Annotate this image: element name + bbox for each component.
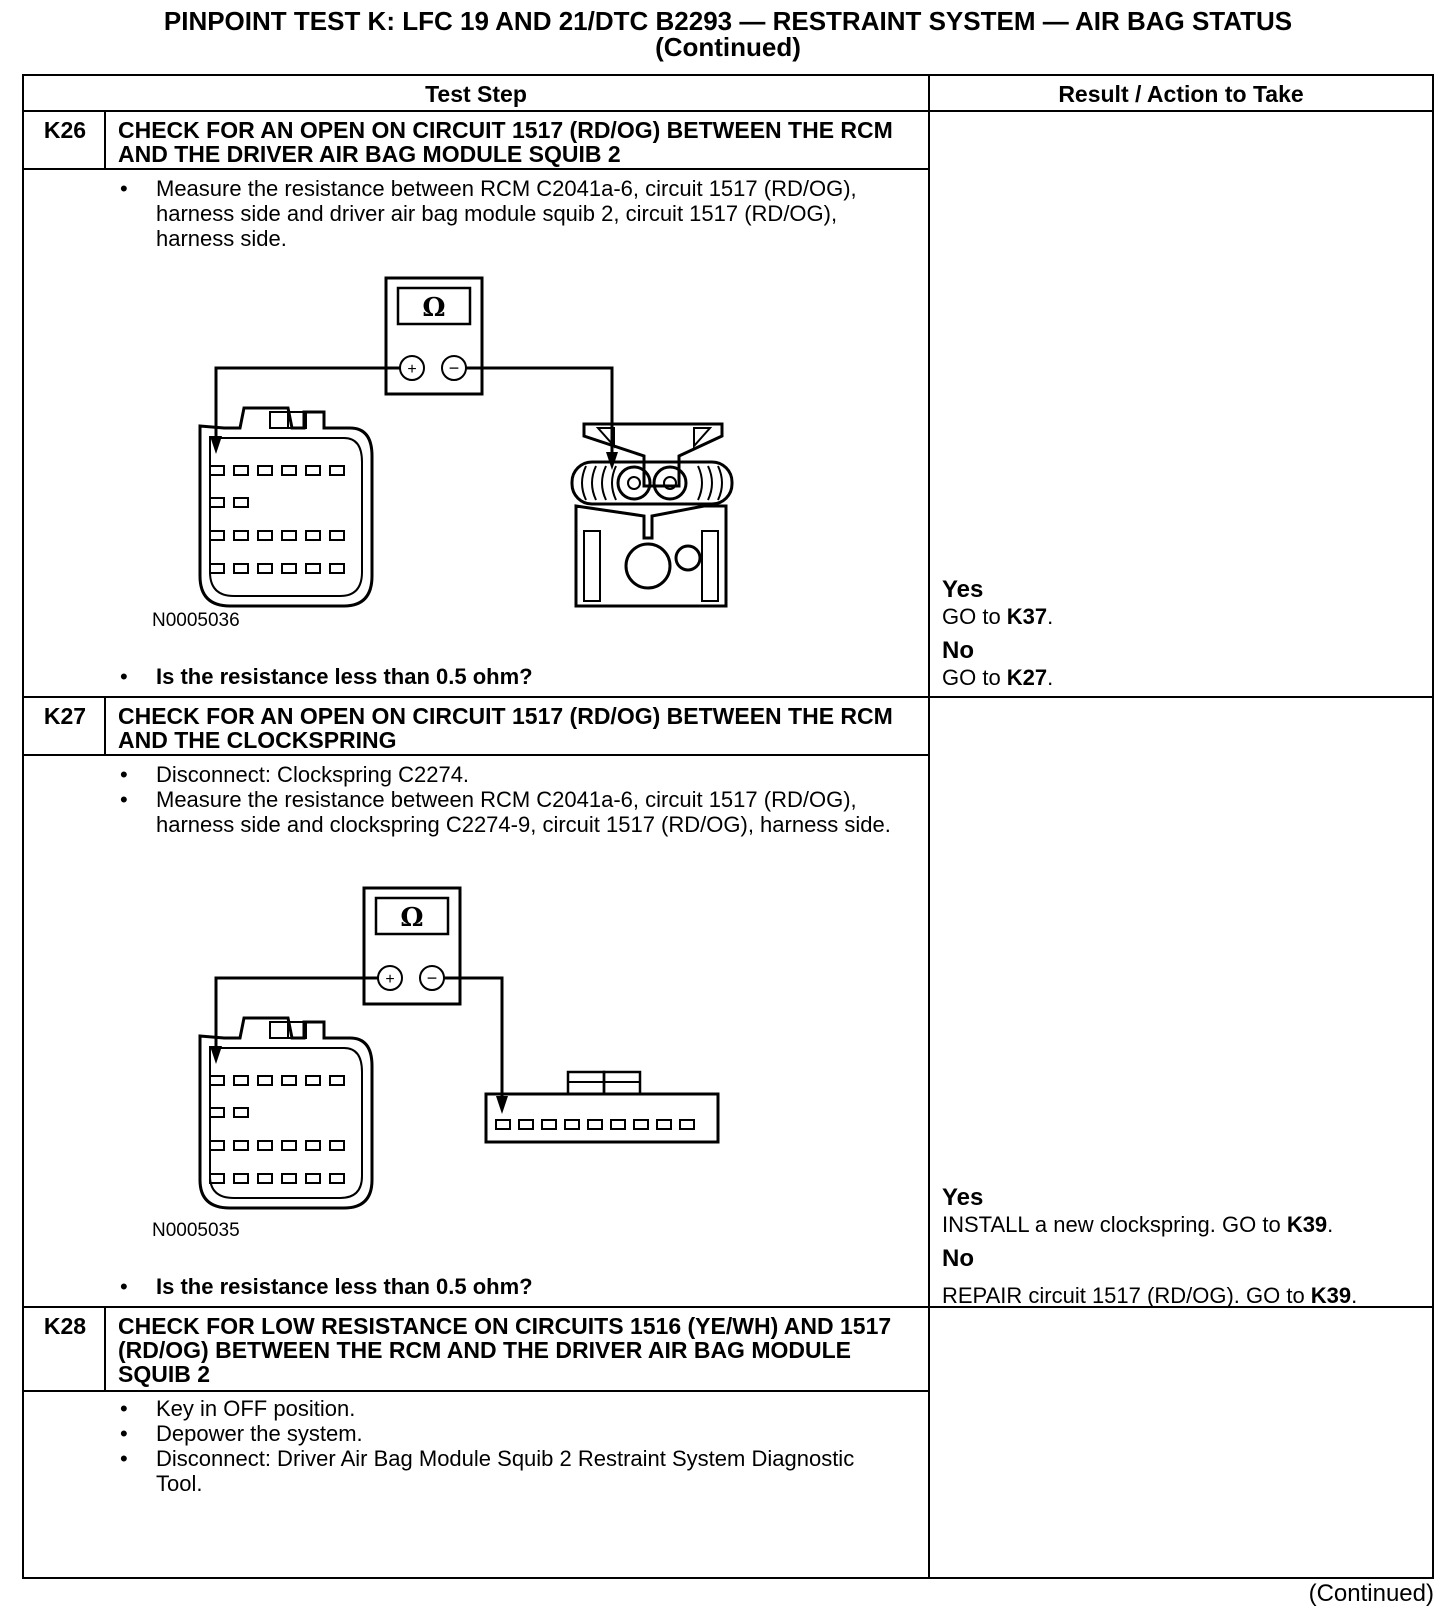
no-action: REPAIR circuit 1517 (RD/OG). GO to K39.	[942, 1283, 1358, 1308]
bullet-glyph: •	[120, 787, 128, 812]
figure-id: N0005035	[152, 1220, 240, 1241]
minus-terminal: −	[426, 968, 438, 988]
bullet-glyph: •	[120, 1396, 128, 1421]
meter-diagram-clockspring	[174, 886, 754, 1216]
title-line-1: PINPOINT TEST K: LFC 19 AND 21/DTC B2293 — RESTRAINT SYSTEM — AIR BAG STATUS	[163, 6, 1293, 36]
connector-pins-icon	[210, 466, 344, 573]
bullet-text: Measure the resistance between RCM C2041a-6, circuit 1517 (RD/OG), harness side and clockspring C2274-9, circuit 1517 (RD/OG), harness side.	[156, 787, 891, 837]
probe-arrow-icon	[210, 1046, 222, 1064]
ohm-symbol: Ω	[422, 293, 446, 323]
bullet-glyph: •	[120, 1274, 128, 1299]
plus-terminal: +	[407, 361, 417, 378]
bullet-glyph: •	[120, 176, 128, 201]
step-title: CHECK FOR LOW RESISTANCE ON CIRCUITS 1516 (YE/WH) AND 1517 (RD/OG) BETWEEN THE RCM AND THE DRIVER AIR BAG MODULE SQUIB 2	[118, 1313, 892, 1387]
squib-connector-icon	[572, 424, 732, 606]
row-divider	[24, 1390, 928, 1392]
minus-terminal: −	[448, 358, 460, 378]
yes-label: Yes	[942, 576, 984, 603]
no-label: No	[942, 1245, 974, 1272]
title-line-2: (Continued)	[655, 32, 801, 62]
bullet-glyph: •	[120, 1446, 128, 1471]
probe-arrow-icon	[496, 1096, 508, 1114]
yes-action: GO to K37.	[942, 604, 1054, 629]
ohm-symbol: Ω	[400, 903, 424, 933]
connector-pins-icon	[210, 1076, 694, 1183]
figure-id: N0005036	[152, 610, 240, 631]
bullet-glyph: •	[120, 1421, 128, 1446]
bullet-text: Key in OFF position.	[156, 1396, 356, 1421]
column-divider	[928, 76, 930, 1577]
col-header-result: Result / Action to Take	[1058, 81, 1304, 107]
yes-label: Yes	[942, 1184, 984, 1211]
no-target-link: K27	[1006, 665, 1048, 690]
step-id: K27	[43, 703, 87, 729]
row-divider	[24, 168, 928, 170]
bullet-glyph: •	[120, 664, 128, 689]
bullet-glyph: •	[120, 762, 128, 787]
step-title: CHECK FOR AN OPEN ON CIRCUIT 1517 (RD/OG) BETWEEN THE RCM AND THE CLOCKSPRING	[118, 703, 893, 753]
result-k26	[942, 576, 1432, 690]
result-k27	[942, 1184, 1432, 1308]
clockspring-connector-icon	[486, 1094, 718, 1142]
no-action: GO to K27.	[942, 665, 1054, 690]
no-label: No	[942, 637, 974, 664]
page-title	[0, 8, 1456, 60]
bullet-text: Depower the system.	[156, 1421, 363, 1446]
step-id: K26	[43, 117, 87, 143]
yes-target-link: K39	[1286, 1212, 1328, 1237]
rcm-connector-icon	[200, 1018, 372, 1208]
continued-label: (Continued)	[1308, 1580, 1434, 1607]
bullet-text: Disconnect: Driver Air Bag Module Squib 2 Restraint System Diagnostic Tool.	[156, 1446, 855, 1496]
pinpoint-test-table	[22, 74, 1434, 1579]
meter-diagram-squib	[174, 276, 734, 626]
question-text: Is the resistance less than 0.5 ohm?	[156, 664, 533, 689]
row-divider	[24, 754, 928, 756]
bullet-text: Measure the resistance between RCM C2041a-6, circuit 1517 (RD/OG), harness side and driver air bag module squib 2, circuit 1517 (RD/OG), harness side.	[156, 176, 857, 251]
step-id: K28	[43, 1313, 87, 1339]
yes-action: INSTALL a new clockspring. GO to K39.	[942, 1212, 1334, 1237]
col-header-test-step: Test Step	[425, 81, 527, 107]
probe-arrow-icon	[210, 436, 222, 454]
yes-target-link: K37	[1006, 604, 1048, 629]
bullet-text: Disconnect: Clockspring C2274.	[156, 762, 470, 787]
question-text: Is the resistance less than 0.5 ohm?	[156, 1274, 533, 1299]
no-target-link: K39	[1310, 1283, 1352, 1308]
step-title: CHECK FOR AN OPEN ON CIRCUIT 1517 (RD/OG) BETWEEN THE RCM AND THE DRIVER AIR BAG MODULE SQUIB 2	[118, 117, 893, 167]
plus-terminal: +	[385, 971, 395, 988]
